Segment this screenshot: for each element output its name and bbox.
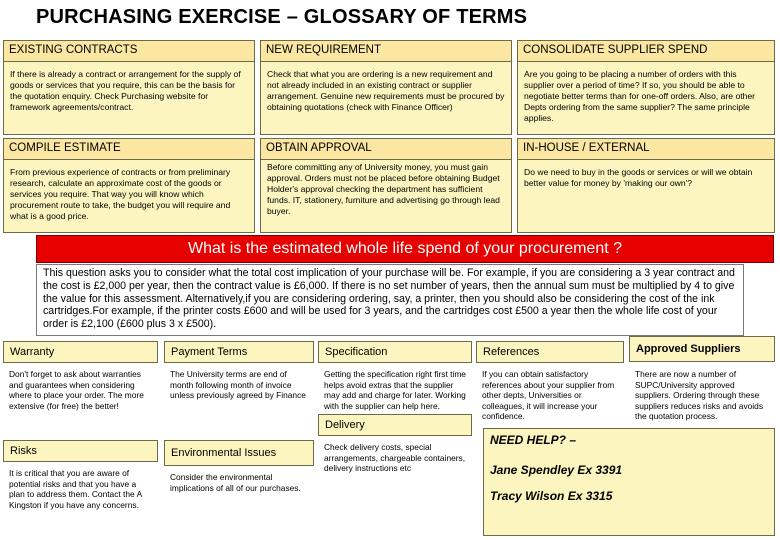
in-house-external-heading: IN-HOUSE / EXTERNAL [517, 138, 775, 160]
in-house-external-text: Do we need to buy in the goods or services or will we obtain better value for money by 'making our own'? [524, 167, 753, 188]
need-help-box [483, 428, 775, 536]
references-text: If you can obtain satisfactory references about your supplier from other depts, Universities or colleagues, it will increase your confidence. [482, 369, 615, 422]
risks-heading: Risks [3, 440, 158, 462]
consolidate-supplier-spend-box [517, 40, 775, 135]
environmental-issues-box [164, 440, 314, 536]
payment-terms-box [164, 341, 314, 427]
need-help-heading: NEED HELP? – [490, 433, 577, 447]
specification-text: Getting the specification right first time helps avoid extras that the supplier may add and charge for later. Working with the supplier can help here. [324, 369, 466, 411]
new-requirement-box [260, 40, 512, 135]
obtain-approval-box [260, 138, 512, 233]
contact-tracy: Tracy Wilson Ex 3315 [490, 489, 613, 503]
consolidate-supplier-spend-heading: CONSOLIDATE SUPPLIER SPEND [517, 40, 775, 62]
existing-contracts-heading: EXISTING CONTRACTS [3, 40, 255, 62]
warranty-heading: Warranty [3, 341, 158, 363]
compile-estimate-box [3, 138, 255, 233]
obtain-approval-text: Before committing any of University money, you must gain approval. Orders must not be placed before obtaining Budget Holder's approval checking the department has sufficient funds. IT, stationery, furniture and advertising go through lead buyer. [267, 162, 500, 216]
warranty-box [3, 341, 158, 427]
explanation-paragraph: This question asks you to consider what the total cost implication of your purchase will be. For example, if you are considering a 3 year contract and the cost is £2,000 per year, then the contract value is £6,000. If there is no set number of years, then the annual sum must be multiplied by 4 to give the value for this assessment. Alternatively,if you are considering ordering, say, a printer, then you should also be considering the cost of the ink cartridges.For example, if the printer costs £600 and will be used for 3 years, and the cartridges cost £500 a year then the whole life cost of your order is £2,100 (£600 plus 3 x £500). [36, 264, 744, 336]
in-house-external-box [517, 138, 775, 233]
obtain-approval-heading: OBTAIN APPROVAL [260, 138, 512, 160]
new-requirement-text: Check that what you are ordering is a new requirement and not already included in an existing contract or supplier arrangement. Genuine new requirements must be procured by obtaining quotations (check with Finance Officer) [267, 69, 505, 112]
payment-terms-heading: Payment Terms [164, 341, 314, 363]
compile-estimate-heading: COMPILE ESTIMATE [3, 138, 255, 160]
references-heading: References [476, 341, 624, 363]
approved-suppliers-heading: Approved Suppliers [629, 336, 775, 362]
question-banner: What is the estimated whole life spend of your procurement ? [36, 235, 774, 263]
approved-suppliers-text: There are now a number of SUPC/University approved suppliers. Ordering through these suppliers reduces risks and avoids the quotation process. [635, 369, 764, 422]
specification-heading: Specification [318, 341, 472, 363]
page-title: PURCHASING EXERCISE – GLOSSARY OF TERMS [36, 6, 528, 28]
contact-jane: Jane Spendley Ex 3391 [490, 463, 623, 477]
approved-suppliers-box [629, 336, 775, 426]
environmental-issues-text: Consider the environmental implications of all of our purchases. [170, 472, 301, 493]
new-requirement-heading: NEW REQUIREMENT [260, 40, 512, 62]
delivery-text: Check delivery costs, special arrangements, chargeable containers, delivery instructions etc [324, 442, 466, 474]
delivery-heading: Delivery [318, 414, 472, 436]
consolidate-supplier-spend-text: Are you going to be placing a number of orders with this supplier over a period of time? If so, you should be able to negotiate better terms than for one-off orders. Also, are other Depts ordering from the same supplier? The same principle applies. [524, 69, 756, 123]
risks-box [3, 440, 158, 536]
existing-contracts-box [3, 40, 255, 135]
delivery-box [318, 414, 472, 536]
existing-contracts-text: If there is already a contract or arrangement for the supply of goods or services that you require, this can be the basis for the quotation enquiry. Check Purchasing website for framework agreements/contract. [10, 69, 241, 112]
payment-terms-text: The University terms are end of month following month of invoice unless previously agreed by Finance [170, 369, 306, 401]
references-box [476, 341, 624, 427]
environmental-issues-heading: Environmental Issues [164, 440, 314, 466]
compile-estimate-text: From previous experience of contracts or from preliminary research, calculate an approximate cost of the goods or services you require. That way you will know which procurement route to take, the budget you will require and what is a good price. [10, 167, 231, 221]
risks-text: It is critical that you are aware of potential risks and that you have a plan to address them. Contact the A Kingston if you have any concerns. [9, 468, 142, 510]
warranty-text: Don't forget to ask about warranties and guarantees when considering where to place your order. The more extensive (for free) the better! [9, 369, 144, 411]
